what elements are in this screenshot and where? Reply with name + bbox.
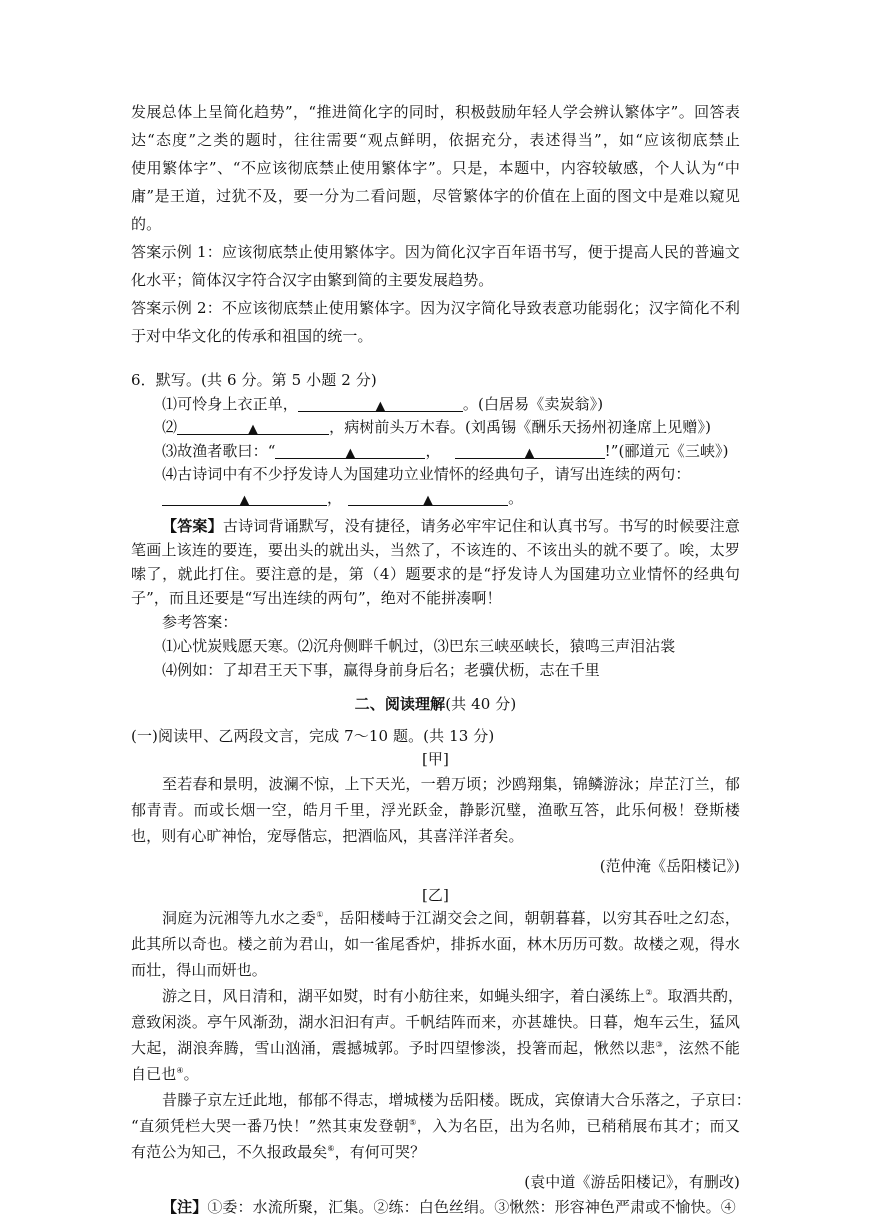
text-line [162,907,740,928]
text-line: 发展总体上呈简化趋势”，“推进简化字的同时，积极鼓励年轻人学会辨认繁体字”。回答表 [131,103,740,121]
triangle-marker: ▲ [524,446,535,461]
note-text: ①委：水流所聚，汇集。②练：白色丝绢。③愀然：形容神色严肃或不愉快。④ [207,1198,736,1216]
blank [298,397,463,412]
triangle-marker: ▲ [239,493,250,508]
item-text: ， [327,489,343,507]
text-line: 于对中华文化的传承和祖国的统一。 [131,327,373,345]
item-text: 。(白居易《卖炭翁》) [462,395,604,413]
text-line [131,1037,740,1058]
answer-text: 古诗词背诵默写，没有捷径，请务必牢牢记住和认真书写。书写的时候要注意 [222,517,740,535]
yi-text: 。取酒共酌， [652,987,744,1005]
text-line: 答案示例 2：不应该彻底禁止使用繁体字。因为汉字简化导致表意功能弱化；汉字简化不利 [131,299,740,317]
yi-text: 。 [183,1065,199,1083]
blank [162,491,327,506]
yi-text: 自已也 [131,1065,177,1083]
q6-item-3 [162,440,729,461]
text-line: 此其所以奇也。楼之前为君山，如一雀尾香炉，排拆水面，林木历历可数。故楼之观，得水 [131,935,740,953]
footnote-mark: ⑥ [327,1144,335,1153]
yi-text: ，入为名臣，出为名帅，已稍稍展布其才；而又 [416,1117,740,1135]
footnote-mark: ⑤ [409,1118,417,1127]
text-line [131,1141,425,1162]
yi-text: 游之日，风日清和，湖平如熨，时有小舫往来，如蝇头细字，着白溪练上 [162,987,646,1005]
q6-item-1 [162,393,603,414]
text-line: 嗦了，就此打住。要注意的是，第（4）题要求的是“抒发诗人为国建功立业情怀的经典句 [131,565,740,583]
triangle-marker: ▲ [375,399,386,414]
text-line: 的。 [131,215,162,233]
jia-source: (范仲淹《岳阳楼记》) [599,857,740,875]
footnote-mark: ① [316,910,324,919]
q6-item-4: ⑷古诗词中有不少抒发诗人为国建功立业情怀的经典句子，请写出连续的两句： [162,465,691,483]
yi-text: 有范公为知己，不久报政最矣 [131,1143,328,1161]
footnote-mark: ③ [655,1040,664,1049]
item-text: ⑵ [162,418,178,436]
yi-text: ，泫然不能 [663,1039,740,1057]
reference-answer-line: ⑴心忧炭贱愿天寒。⑵沉舟侧畔千帆过，⑶巴东三峡巫峡长，猿鸣三声泪沾裳 [162,637,676,655]
item-text: ⑶故渔者歌曰：“ [162,442,276,460]
blank [177,420,329,435]
yi-text: “直须凭栏大哭一番乃快！”然其束发登朝 [131,1117,410,1135]
text-line: 昔滕子京左迁此地，郁郁不得志，增城楼为岳阳楼。既成，宾僚请大合乐落之，子京曰： [162,1091,751,1109]
item-text: ⑴可怜身上衣正单， [162,395,298,413]
item-text: ，病树前头万木春。(刘禹锡《酬乐天扬州初逢席上见赠》) [329,418,712,436]
section-heading [131,693,740,714]
yi-label: [乙] [421,886,449,904]
footnote-mark: ④ [176,1066,184,1075]
yi-text: 大起，湖浪奔腾，雪山汹涌，震撼城郭。予时四望惨淡，投箸而起，愀然以悲 [131,1039,656,1057]
yi-text: 洞庭为沅湘等九水之委 [162,909,317,927]
q6-item-4-blanks [162,487,523,508]
blank [275,444,425,459]
blank [348,491,508,506]
triangle-marker: ▲ [423,493,434,508]
reading-intro: (一)阅读甲、乙两段文言，完成 7～10 题。(共 13 分) [131,727,495,745]
section-score: (共 40 分) [445,695,517,713]
reference-answer-line: ⑷例如：了却君王天下事，赢得身前身后名；老骥伏枥，志在千里 [162,661,600,679]
question-6-title: 6．默写。(共 6 分。第 5 小题 2 分) [131,371,377,389]
text-line [162,515,740,536]
text-line: 笔画上该连的要连，要出头的就出头，当然了，不该连的、不该出头的就不要了。唉，太罗 [131,541,740,559]
section-title: 二、阅读理解 [354,695,446,713]
q6-item-2 [162,416,711,437]
yi-source: (袁中道《游岳阳楼记》，有删改) [524,1173,740,1191]
yi-text: ，有何可哭？ [334,1143,426,1161]
text-line: 使用繁体字”、“不应该彻底禁止使用繁体字”。只是，本题中，内容较敏感，个人认为“中 [131,159,740,177]
text-line: 也，则有心旷神怡，宠辱偕忘，把酒临风，其喜洋洋者矣。 [131,827,524,845]
item-text: 。 [508,489,524,507]
text-line [162,985,744,1006]
yi-text: ，岳阳楼峙于江湖交会之间，朝朝暮暮，以穷其吞吐之幻态， [323,909,740,927]
answer-tag: 【答案】 [162,517,223,535]
triangle-marker: ▲ [345,446,356,461]
item-text: !”(郦道元《三峡》) [604,442,729,460]
text-line: 庸”是王道，过犹不及，要一分为二看问题，尽管繁体字的价值在上面的图文中是难以窥见 [131,187,740,205]
text-line: 郁青青。而或长烟一空，皓月千里，浮光跃金，静影沉璧，渔歌互答，此乐何极！登斯楼 [131,801,740,819]
footnote-mark: ② [645,988,653,997]
text-line: 化水平；简体汉字符合汉字由繁到简的主要发展趋势。 [131,271,494,289]
item-text: ， [425,442,441,460]
jia-label: [甲] [421,750,449,768]
blank [455,444,605,459]
note-tag: 【注】 [162,1198,208,1216]
text-line: 达“态度”之类的题时，往往需要“观点鲜明，依据充分，表述得当”，如“应该彻底禁止 [131,131,740,149]
triangle-marker: ▲ [248,422,259,437]
text-line: 而壮，得山而妍也。 [131,961,267,979]
text-line: 至若春和景明，波澜不惊，上下天光，一碧万顷；沙鸥翔集，锦鳞游泳；岸芷汀兰，郁 [162,775,740,793]
text-line [131,1063,199,1084]
text-line: 子”，而且还要是“写出连续的两句”，绝对不能拼凑啊！ [131,589,502,607]
text-line [131,1115,740,1136]
notes-line [162,1196,740,1217]
text-line: 答案示例 1：应该彻底禁止使用繁体字。因为简化汉字百年语书写，便于提高人民的普遍文 [131,243,740,261]
reference-answer-title: 参考答案： [162,613,238,631]
text-line: 意致闲淡。亭午风渐劲，湖水汩汩有声。千帆结阵而来，亦甚雄快。日暮，炮车云生，猛风 [131,1013,740,1031]
